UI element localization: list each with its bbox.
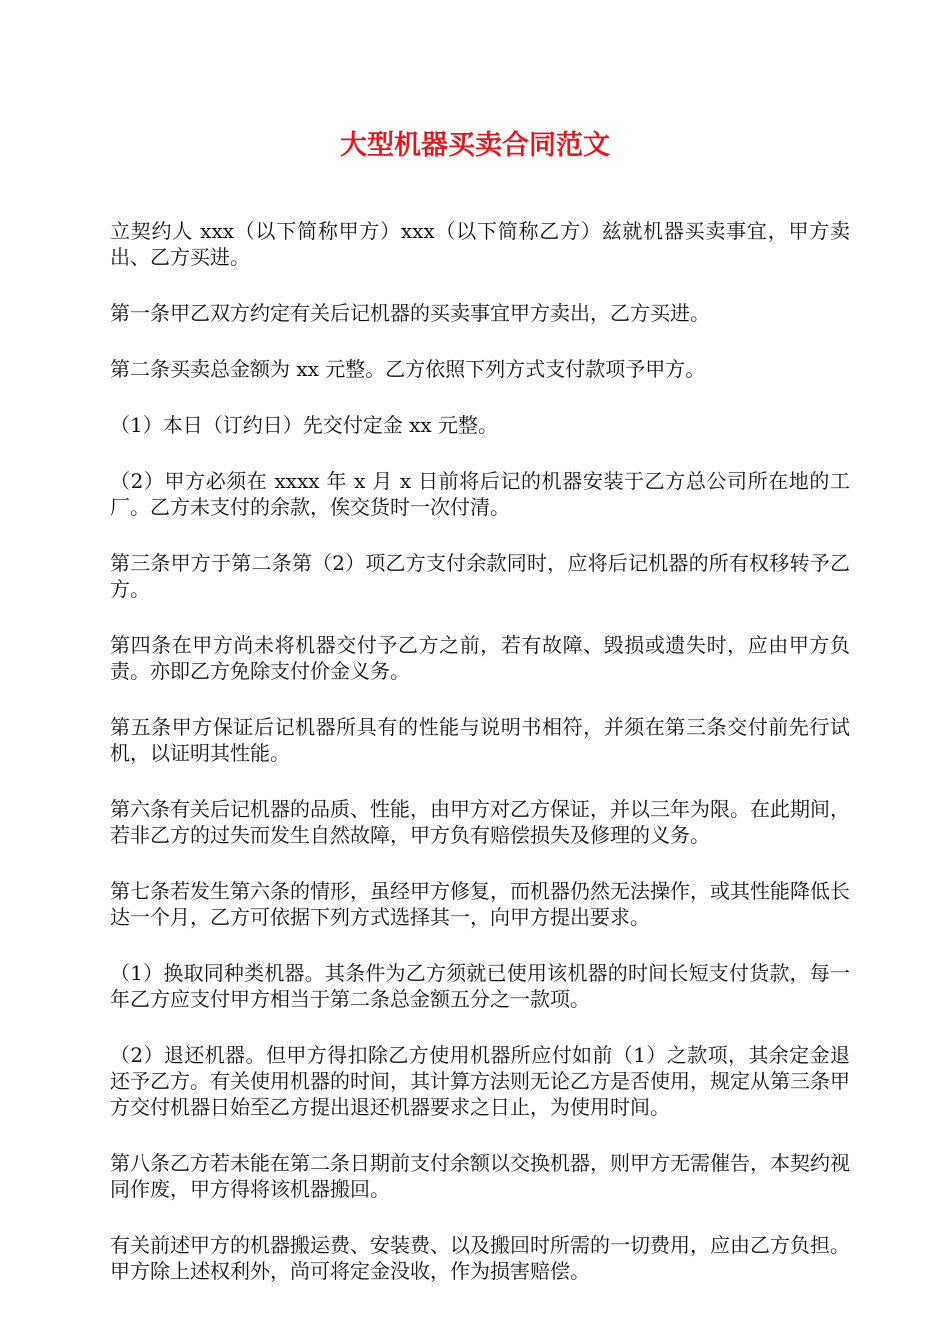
paragraph-article-5: 第五条甲方保证后记机器所具有的性能与说明书相符，并须在第三条交付前先行试机，以证明其性能。 — [110, 715, 850, 765]
paragraph-article-3: 第三条甲方于第二条第（2）项乙方支付余款同时，应将后记机器的所有权移转予乙方。 — [110, 551, 850, 601]
paragraph-costs: 有关前述甲方的机器搬运费、安装费、以及搬回时所需的一切费用，应由乙方负担。甲方除上述权利外，尚可将定金没收，作为损害赔偿。 — [110, 1233, 850, 1283]
paragraph-article-1: 第一条甲乙双方约定有关后记机器的买卖事宜甲方卖出，乙方买进。 — [110, 301, 710, 325]
document-body — [110, 218, 850, 1314]
paragraph-article-4: 第四条在甲方尚未将机器交付予乙方之前，若有故障、毁损或遗失时，应由甲方负责。亦即乙方免除支付价金义务。 — [110, 633, 850, 683]
paragraph-article-6: 第六条有关后记机器的品质、性能，由甲方对乙方保证，并以三年为限。在此期间，若非乙方的过失而发生自然故障，甲方负有赔偿损失及修理的义务。 — [110, 797, 850, 847]
document-title: 大型机器买卖合同范文 — [340, 130, 610, 161]
paragraph-article-7-item-2: （2）退还机器。但甲方得扣除乙方使用机器所应付如前（1）之款项，其余定金退还予乙方。有关使用机器的时间，其计算方法则无论乙方是否使用，规定从第三条甲方交付机器日始至乙方提出退还机器要求之日止，为使用时间。 — [110, 1043, 850, 1119]
paragraph-article-7: 第七条若发生第六条的情形，虽经甲方修复，而机器仍然无法操作，或其性能降低长达一个月，乙方可依据下列方式选择其一，向甲方提出要求。 — [110, 879, 850, 929]
paragraph-article-7-item-1: （1）换取同种类机器。其条件为乙方须就已使用该机器的时间长短支付货款，每一年乙方应支付甲方相当于第二条总金额五分之一款项。 — [110, 961, 850, 1011]
paragraph-preamble: 立契约人 xxx（以下简称甲方）xxx（以下简称乙方）兹就机器买卖事宜，甲方卖出、乙方买进。 — [110, 219, 850, 269]
paragraph-article-2-item-1: （1）本日（订约日）先交付定金 xx 元整。 — [110, 413, 498, 437]
paragraph-article-8: 第八条乙方若未能在第二条日期前支付余额以交换机器，则甲方无需催告，本契约视同作废，甲方得将该机器搬回。 — [110, 1151, 850, 1201]
paragraph-article-2-item-2: （2）甲方必须在 xxxx 年 x 月 x 日前将后记的机器安装于乙方总公司所在地的工厂。乙方未支付的余款，俟交货时一次付清。 — [110, 469, 850, 519]
paragraph-article-2: 第二条买卖总金额为 xx 元整。乙方依照下列方式支付款项予甲方。 — [110, 357, 706, 381]
